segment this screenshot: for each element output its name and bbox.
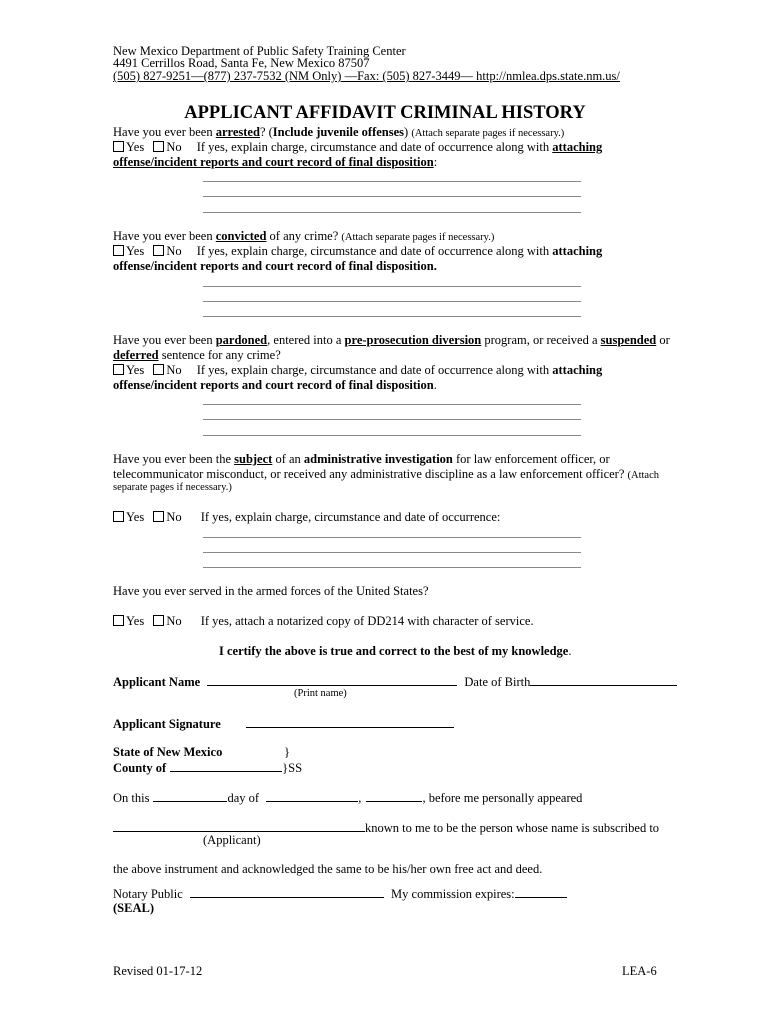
applicant-name-label: Applicant Name <box>113 675 201 689</box>
answer-line[interactable] <box>203 537 581 538</box>
acknowledgement: the above instrument and acknowledged the same to be his/her own free act and deed. <box>113 862 543 876</box>
applicant-caption: (Applicant) <box>203 833 261 847</box>
print-name-caption: (Print name) <box>294 688 347 699</box>
notary-field[interactable] <box>190 886 384 898</box>
yes-checkbox[interactable] <box>113 141 124 152</box>
year-field[interactable] <box>366 790 422 802</box>
yes-checkbox[interactable] <box>113 615 124 626</box>
answer-line[interactable] <box>203 212 581 213</box>
no-checkbox[interactable] <box>153 141 164 152</box>
yes-checkbox[interactable] <box>113 511 124 522</box>
state-label: State of New Mexico <box>113 745 223 759</box>
commission-field[interactable] <box>515 886 567 898</box>
state-brace: } <box>284 745 290 759</box>
answer-row-armed-forces: Yes No If yes, attach a notarized copy of DD214 with character of service. <box>113 614 534 629</box>
yes-checkbox[interactable] <box>113 245 124 256</box>
signature-label: Applicant Signature <box>113 717 221 731</box>
day-field[interactable] <box>153 790 227 802</box>
yes-checkbox[interactable] <box>113 364 124 375</box>
answer-line[interactable] <box>203 181 581 182</box>
agency-contact[interactable]: (505) 827-9251—(877) 237-7532 (NM Only) —Fax: (505) 827-3449— http://nmlea.dps.state.nm.us/ <box>113 69 620 83</box>
dob-label: Date of Birth <box>464 675 531 689</box>
answer-line[interactable] <box>203 567 581 568</box>
month-field[interactable] <box>266 790 358 802</box>
seal-label: (SEAL) <box>113 901 154 915</box>
no-checkbox[interactable] <box>153 511 164 522</box>
form-title: APPLICANT AFFIDAVIT CRIMINAL HISTORY <box>184 103 586 123</box>
answer-line[interactable] <box>203 316 581 317</box>
applicant-name-field[interactable] <box>207 674 457 686</box>
answer-line[interactable] <box>203 196 581 197</box>
notary-label: Notary Public <box>113 887 183 901</box>
county-row: County of }SS <box>113 761 303 775</box>
county-field[interactable] <box>170 760 282 772</box>
question-arrested: Have you ever been arrested? (Include juvenile offenses) (Attach separate pages if necessary.) <box>113 125 565 139</box>
answer-row-arrested: Yes No If yes, explain charge, circumstance and date of occurrence along with attaching <box>113 140 602 155</box>
question-pardoned: Have you ever been pardoned, entered into a pre-prosecution diversion program, or received a suspended or <box>113 333 670 347</box>
form-number: LEA-6 <box>622 964 657 978</box>
no-checkbox[interactable] <box>153 615 164 626</box>
answer-line[interactable] <box>203 419 581 420</box>
answer-line[interactable] <box>203 301 581 302</box>
attach-note-pardoned: offense/incident reports and court record of final disposition. <box>113 378 437 392</box>
no-checkbox[interactable] <box>153 245 164 256</box>
agency-address: 4491 Cerrillos Road, Santa Fe, New Mexico 87507 <box>113 56 370 70</box>
signature-field[interactable] <box>246 716 454 728</box>
signature-row <box>113 716 454 732</box>
dob-field[interactable] <box>530 674 677 686</box>
answer-row-investigation: Yes No If yes, explain charge, circumstance and date of occurrence: <box>113 510 500 525</box>
question-pardoned-cont: deferred sentence for any crime? <box>113 348 281 362</box>
applicant-appeared-field[interactable] <box>113 820 365 832</box>
question-convicted: Have you ever been convicted of any crime? (Attach separate pages if necessary.) <box>113 229 495 243</box>
question-investigation-cont: telecommunicator misconduct, or received any administrative discipline as a law enforcement officer? (Attach <box>113 467 659 481</box>
answer-line[interactable] <box>203 435 581 436</box>
attach-note-convicted: offense/incident reports and court record of final disposition. <box>113 259 437 273</box>
revision-date: Revised 01-17-12 <box>113 964 203 978</box>
answer-line[interactable] <box>203 286 581 287</box>
notary-date-row: On this day of , , before me personally appeared <box>113 791 583 805</box>
question-investigation: Have you ever been the subject of an administrative investigation for law enforcement officer, or <box>113 452 610 466</box>
answer-line[interactable] <box>203 552 581 553</box>
answer-row-convicted: Yes No If yes, explain charge, circumstance and date of occurrence along with attaching <box>113 244 602 259</box>
answer-row-pardoned: Yes No If yes, explain charge, circumstance and date of occurrence along with attaching <box>113 363 602 378</box>
agency-name: New Mexico Department of Public Safety Training Center <box>113 44 406 58</box>
commission-label: My commission expires: <box>391 887 515 901</box>
question-armed-forces: Have you ever served in the armed forces of the United States? <box>113 584 429 598</box>
applicant-name-row <box>113 674 677 690</box>
attach-note-arrested: offense/incident reports and court record of final disposition: <box>113 155 438 169</box>
certification-statement: I certify the above is true and correct to the best of my knowledge. <box>219 644 572 658</box>
appeared-row: known to me to be the person whose name is subscribed to <box>113 820 659 836</box>
no-checkbox[interactable] <box>153 364 164 375</box>
attach-pages-note: separate pages if necessary.) <box>113 482 232 493</box>
county-label: County of <box>113 761 167 775</box>
answer-line[interactable] <box>203 404 581 405</box>
notary-row <box>113 886 567 902</box>
